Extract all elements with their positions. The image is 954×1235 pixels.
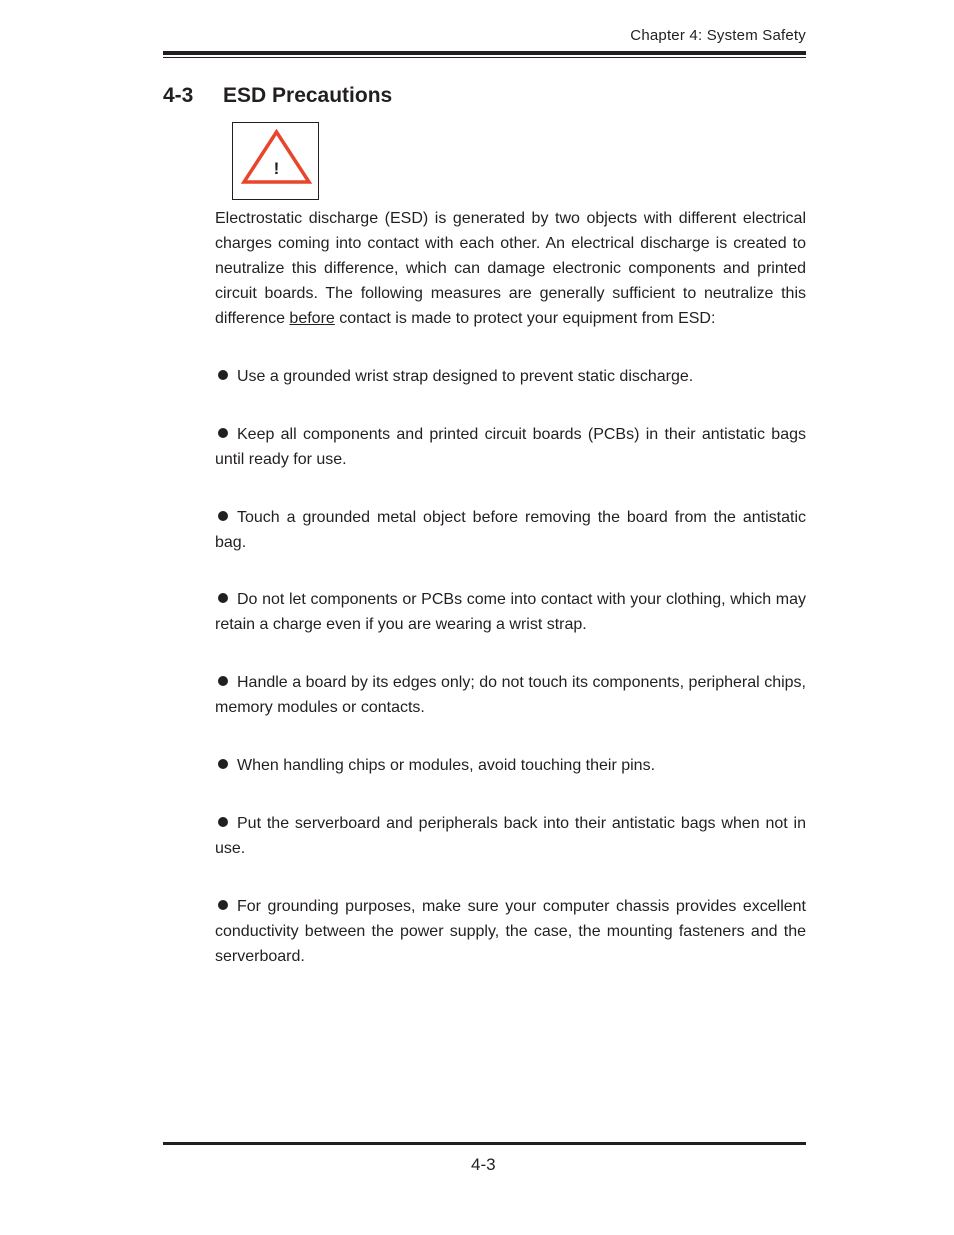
intro-text-1: Electrostatic discharge (ESD) is generated by two objects with different electrical charges coming into contact with each other. An electrical discharge is created to neutralize this difference, which can damage electronic components and printed circuit boards. The following measures are generally sufficient to neutralize this difference	[215, 210, 806, 327]
chapter-title: Chapter 4: System Safety	[630, 27, 806, 44]
bullet-icon	[218, 759, 228, 769]
intro-underlined-word: before	[289, 310, 335, 327]
bullet-icon	[218, 676, 228, 686]
section-heading	[163, 84, 392, 108]
intro-text-2: contact is made to protect your equipment from ESD:	[334, 310, 716, 327]
list-item	[215, 422, 806, 472]
bullet-icon	[218, 511, 228, 521]
list-item-text: When handling chips or modules, avoid touching their pins.	[237, 757, 656, 774]
list-item	[215, 670, 806, 720]
warning-box	[232, 122, 319, 200]
list-item-text: Keep all components and printed circuit boards (PCBs) in their antistatic bags until ready for use.	[215, 426, 806, 468]
warning-triangle-icon	[233, 123, 320, 201]
footer-rule	[163, 1142, 806, 1145]
bullet-icon	[218, 817, 228, 827]
section-title: ESD Precautions	[223, 84, 393, 107]
bullet-icon	[218, 428, 228, 438]
list-item	[215, 505, 806, 555]
list-item	[215, 587, 806, 637]
list-item-text: For grounding purposes, make sure your computer chassis provides excellent conductivity between the power supply, the case, the mounting fasteners and the serverboard.	[215, 898, 806, 965]
intro-paragraph	[215, 206, 806, 331]
list-item	[215, 364, 806, 389]
warning-exclamation: !	[273, 159, 280, 178]
header-rule-thin	[163, 57, 806, 58]
list-item	[215, 753, 806, 778]
bullet-icon	[218, 370, 228, 380]
list-item	[215, 811, 806, 861]
list-item-text: Handle a board by its edges only; do not touch its components, peripheral chips, memory modules or contacts.	[215, 674, 806, 716]
header-rule-thick	[163, 51, 806, 55]
list-item-text: Use a grounded wrist strap designed to prevent static discharge.	[237, 368, 694, 385]
bullet-icon	[218, 593, 228, 603]
section-number: 4-3	[163, 84, 194, 107]
list-item-text: Put the serverboard and peripherals back into their antistatic bags when not in use.	[215, 815, 806, 857]
list-item-text: Do not let components or PCBs come into contact with your clothing, which may retain a charge even if you are wearing a wrist strap.	[215, 591, 806, 633]
page-number: 4-3	[471, 1155, 496, 1174]
list-item-text: Touch a grounded metal object before removing the board from the antistatic bag.	[215, 509, 806, 551]
bullet-icon	[218, 900, 228, 910]
list-item	[215, 894, 806, 969]
